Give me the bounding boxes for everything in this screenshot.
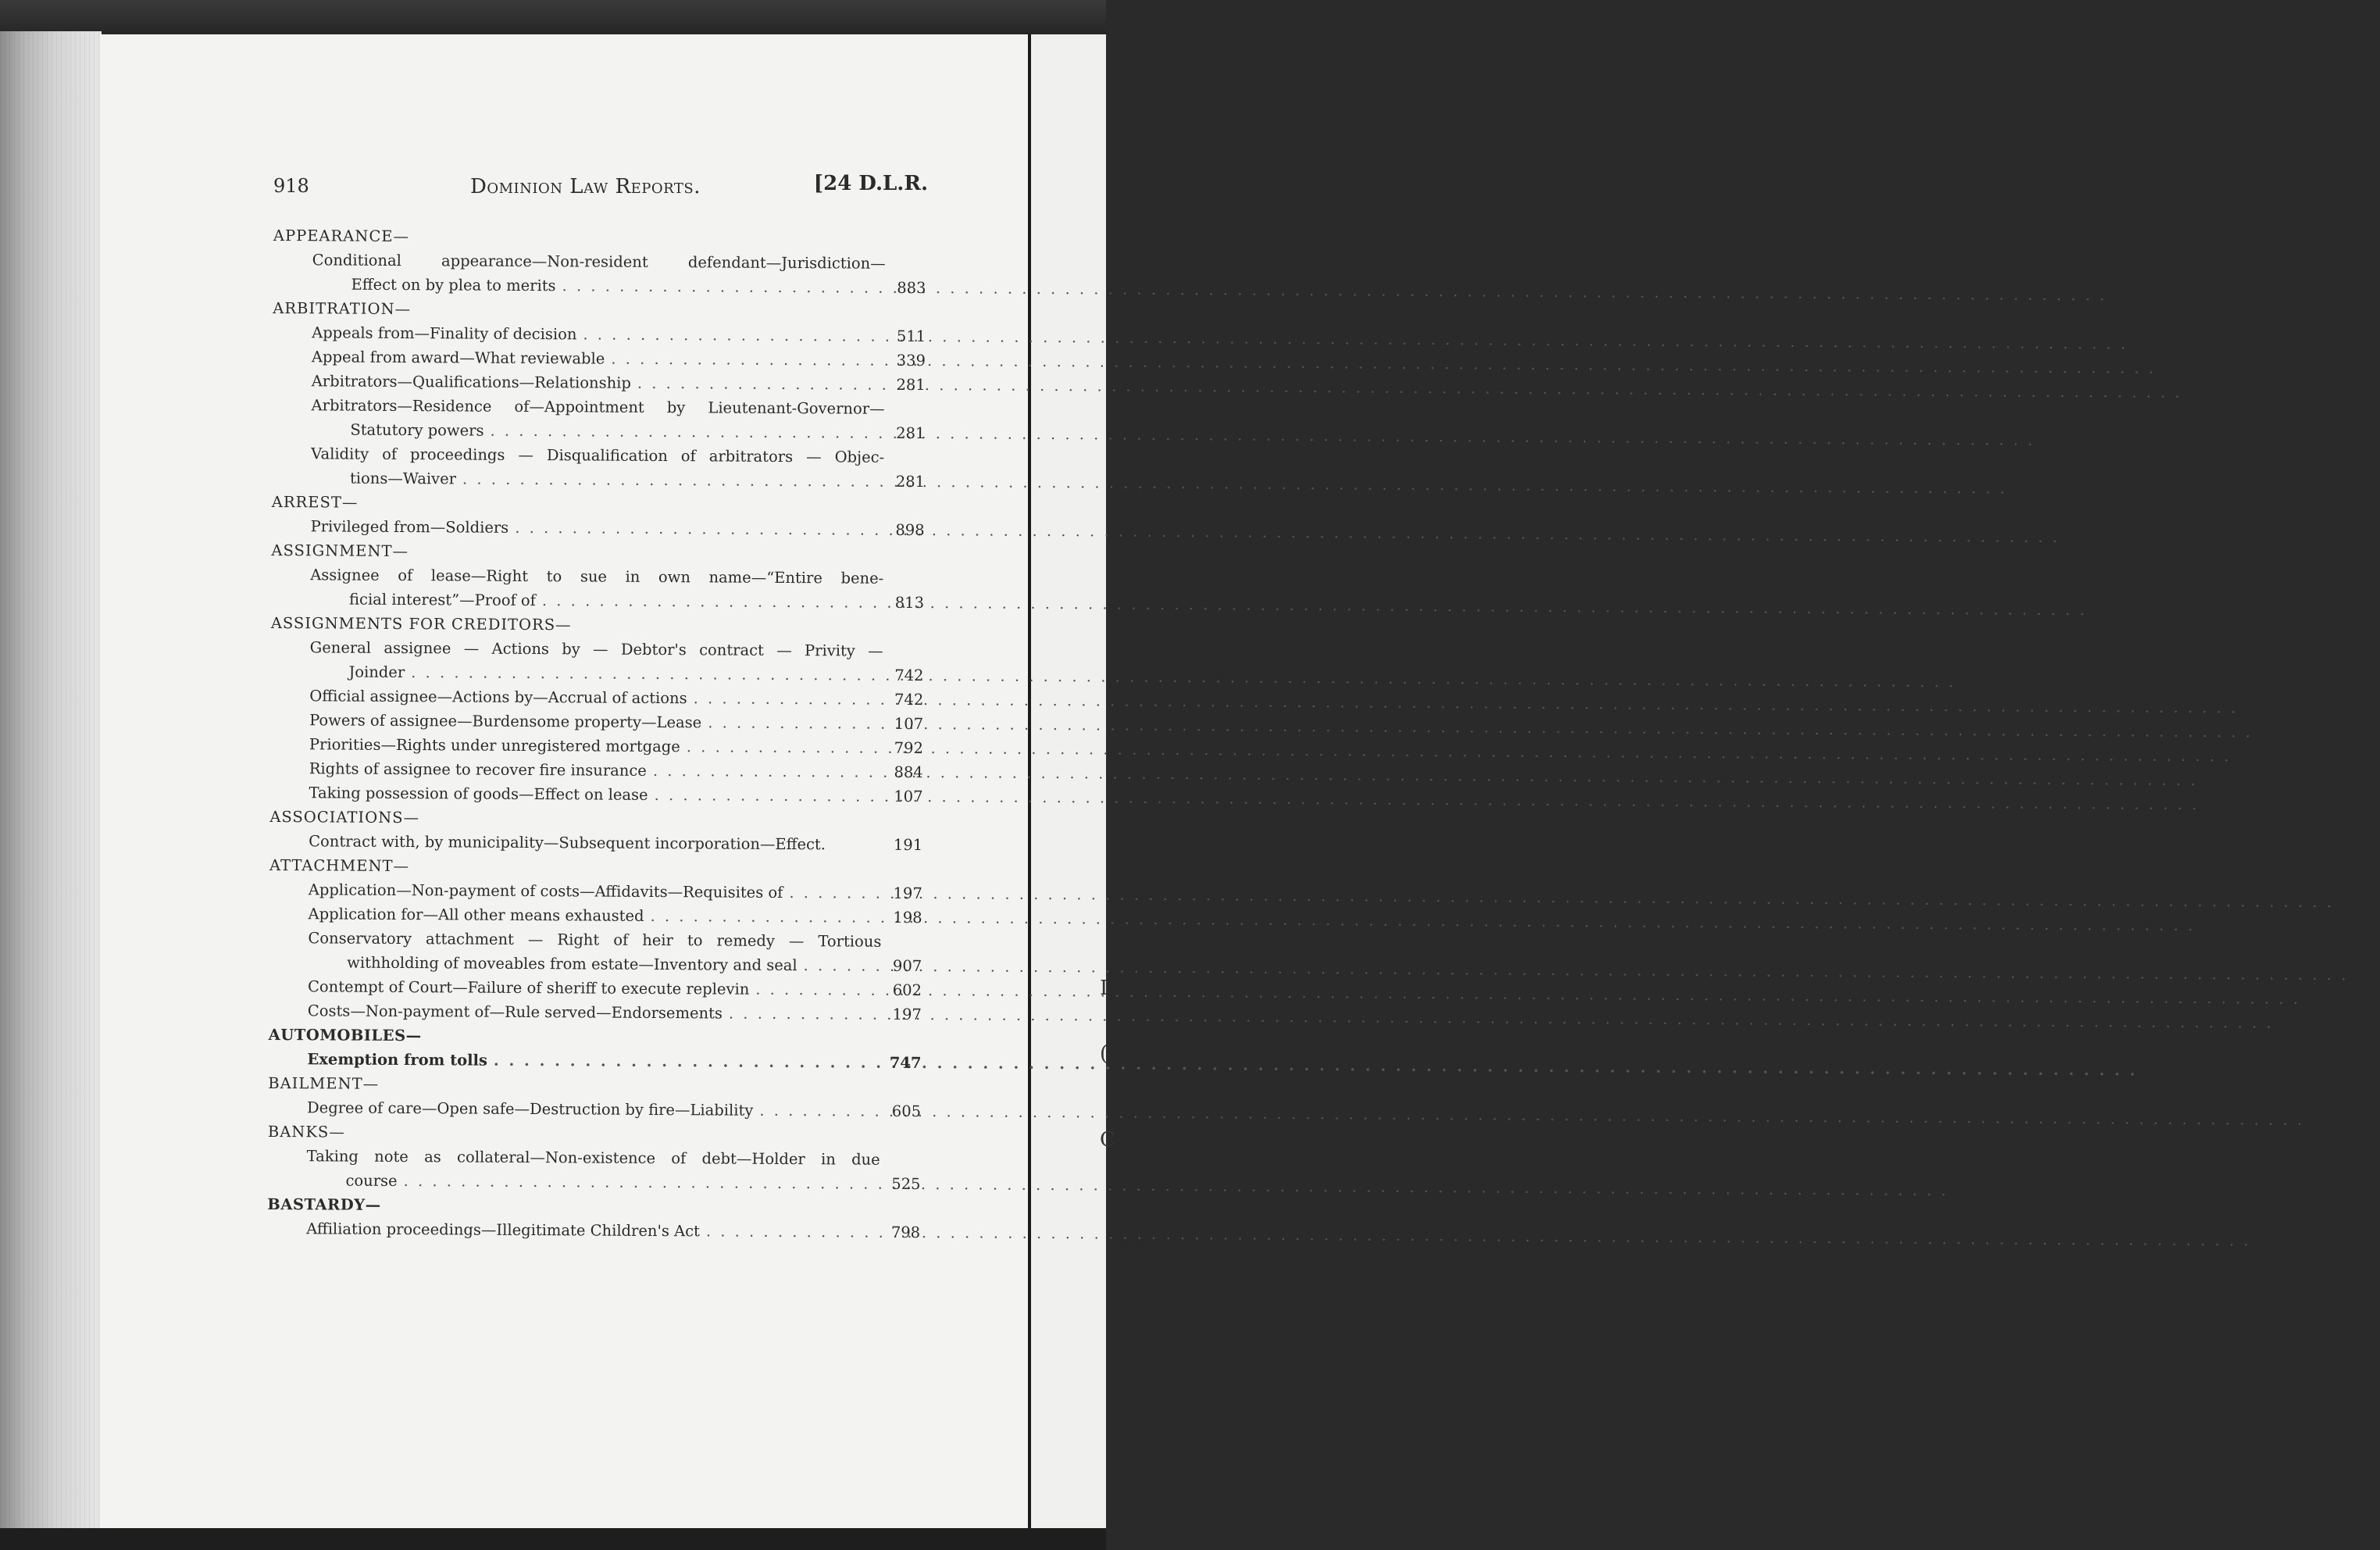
index-entry bbox=[268, 1047, 921, 1075]
index-entry-lead: Arbitrators—Residence of—Appointment by Lieutenant-Governor— bbox=[311, 396, 885, 418]
page-reference: 191 bbox=[893, 835, 923, 855]
index-entry-lead: Assignee of lease—Right to sue in own name—“Entire bene- bbox=[310, 566, 884, 588]
page-reference: 198 bbox=[893, 908, 922, 927]
index-entry-text: withholding of moveables from estate—Inventory and seal bbox=[347, 953, 797, 975]
scanner-top-strip bbox=[0, 0, 1106, 34]
index-entry-text: Privileged from—Soldiers bbox=[310, 517, 509, 537]
index-entry bbox=[267, 1216, 920, 1245]
index-entry bbox=[272, 466, 925, 494]
page-number: 918 bbox=[273, 175, 309, 197]
page-reference: 884 bbox=[894, 762, 923, 782]
index-entry-text: Contempt of Court—Failure of sheriff to execute replevin bbox=[307, 977, 750, 998]
index-entry-text: ficial interest”—Proof of bbox=[348, 590, 537, 610]
index-entry-text: Degree of care—Open safe—Destruction by fire—Liability bbox=[307, 1098, 754, 1120]
index-entry bbox=[272, 514, 925, 542]
page-reference: 907 bbox=[892, 956, 922, 976]
index-entry bbox=[269, 902, 922, 930]
index-entry-text: Appeals from—Finality of decision bbox=[312, 323, 577, 344]
index-entry-text: Application for—All other means exhausted bbox=[308, 905, 644, 925]
page-reference: 602 bbox=[892, 980, 922, 1000]
index-heading: ASSIGNMENTS FOR CREDITORS— bbox=[270, 613, 572, 634]
index-section bbox=[272, 296, 926, 494]
subject-index bbox=[267, 223, 926, 1245]
index-entry-text: Costs—Non-payment of—Rule served—Endorsements bbox=[307, 1002, 723, 1023]
index-entry-lead: Taking note as collateral—Non-existence of debt—Holder in due bbox=[306, 1147, 880, 1169]
index-entry-text: Powers of assignee—Burdensome property—Lease bbox=[309, 711, 702, 732]
index-heading: BANKS— bbox=[267, 1122, 345, 1141]
index-entry bbox=[269, 998, 922, 1027]
index-entry-text: Arbitrators—Qualifications—Relationship bbox=[311, 372, 631, 392]
index-entry-text: Effect on by plea to merits bbox=[351, 275, 556, 295]
index-entry-text: Statutory powers bbox=[350, 420, 484, 440]
page-reference: 798 bbox=[890, 1223, 921, 1242]
page-reference: 883 bbox=[897, 278, 926, 298]
index-entry bbox=[270, 659, 923, 688]
index-entry bbox=[269, 780, 922, 809]
index-entry bbox=[272, 417, 925, 445]
page-reference: 281 bbox=[895, 472, 926, 491]
index-entry bbox=[273, 345, 926, 373]
index-entry-text: course bbox=[345, 1171, 398, 1190]
index-entry bbox=[273, 320, 926, 348]
index-entry-text: Rights of assignee to recover fire insurance bbox=[309, 759, 647, 780]
index-entry-text: Joinder bbox=[348, 662, 405, 682]
index-entry bbox=[270, 756, 923, 784]
index-entry-lead: Conditional appearance—Non-resident defendant—Jurisdiction— bbox=[312, 251, 886, 273]
index-heading: ARREST— bbox=[271, 492, 359, 512]
index-section bbox=[268, 1071, 921, 1123]
index-entry bbox=[273, 369, 926, 397]
scanner-bottom-strip bbox=[0, 1528, 1106, 1550]
index-heading: ATTACHMENT— bbox=[269, 855, 410, 876]
index-entry bbox=[270, 708, 923, 736]
index-section bbox=[269, 805, 922, 857]
book-page-stack bbox=[0, 31, 102, 1531]
page-reference: 747 bbox=[889, 1053, 922, 1073]
index-entry bbox=[269, 829, 922, 857]
index-heading: BASTARDY— bbox=[267, 1195, 381, 1214]
index-heading: APPEARANCE— bbox=[273, 226, 410, 246]
page-reference: 197 bbox=[892, 1005, 922, 1024]
index-entry-text: Application—Non-payment of costs—Affidavits—Requisites of bbox=[308, 880, 783, 902]
page-reference: 742 bbox=[894, 690, 924, 709]
index-entry bbox=[268, 1095, 921, 1123]
facing-page-fragment: C bbox=[1100, 1128, 1115, 1152]
index-entry-lead: Conservatory attachment — Right of heir to remedy — Tortious bbox=[308, 929, 882, 951]
page-reference: 281 bbox=[896, 423, 926, 443]
page-reference: 281 bbox=[896, 375, 926, 395]
facing-page-fragment: I bbox=[1100, 977, 1108, 1000]
index-section bbox=[272, 490, 925, 542]
index-entry bbox=[269, 974, 922, 1002]
index-section bbox=[271, 538, 925, 615]
page-reference: 792 bbox=[894, 738, 923, 758]
page-reference: 339 bbox=[896, 351, 926, 370]
page-reference: 197 bbox=[893, 884, 922, 903]
index-heading: ARBITRATION— bbox=[273, 298, 412, 319]
page-reference: 107 bbox=[894, 787, 923, 806]
index-heading: ASSOCIATIONS— bbox=[269, 807, 420, 827]
index-entry bbox=[273, 272, 926, 300]
index-section bbox=[267, 1120, 921, 1196]
index-section bbox=[273, 223, 926, 300]
index-entry-lead: Validity of proceedings — Disqualification of arbitrators — Objec- bbox=[311, 445, 885, 466]
running-head bbox=[273, 170, 930, 202]
index-entry-lead: General assignee — Actions by — Debtor's contract — Privity — bbox=[309, 638, 883, 660]
index-entry-text: Official assignee—Actions by—Accrual of actions bbox=[309, 687, 687, 708]
index-section bbox=[269, 853, 922, 1027]
index-entry bbox=[270, 684, 923, 712]
index-section bbox=[268, 1023, 921, 1075]
journal-title: Dominion Law Reports. bbox=[470, 175, 701, 198]
page-reference: 511 bbox=[896, 327, 926, 346]
page-reference: 742 bbox=[894, 666, 924, 685]
index-entry bbox=[270, 732, 923, 760]
index-heading: AUTOMOBILES— bbox=[268, 1025, 422, 1045]
index-entry-text: Exemption from tolls bbox=[307, 1050, 487, 1070]
index-entry-text: tions—Waiver bbox=[349, 469, 457, 488]
index-entry-text: Contract with, by municipality—Subsequent incorporation—Effect. bbox=[309, 832, 826, 854]
index-entry bbox=[267, 1168, 920, 1196]
index-entry bbox=[269, 950, 922, 978]
index-heading: BAILMENT— bbox=[268, 1073, 380, 1093]
index-section bbox=[269, 611, 923, 809]
facing-page-fragment: ( bbox=[1100, 1042, 1108, 1066]
page-reference: 605 bbox=[891, 1102, 922, 1121]
index-entry-text: Affiliation proceedings—Illegitimate Children's Act bbox=[306, 1220, 700, 1241]
volume-reference: [24 D.L.R. bbox=[813, 172, 928, 195]
page-reference: 813 bbox=[894, 593, 925, 612]
page-reference: 898 bbox=[895, 520, 925, 540]
index-entry bbox=[269, 877, 922, 905]
page-reference: 107 bbox=[894, 714, 924, 734]
index-entry-text: Appeal from award—What reviewable bbox=[311, 348, 605, 368]
index-entry-text: Priorities—Rights under unregistered mortgage bbox=[309, 735, 680, 756]
index-heading: ASSIGNMENT— bbox=[271, 541, 409, 561]
index-section bbox=[267, 1192, 920, 1245]
index-entry-text: Taking possession of goods—Effect on lease bbox=[309, 784, 648, 804]
index-entry bbox=[271, 587, 924, 615]
page-reference: 525 bbox=[891, 1174, 921, 1194]
